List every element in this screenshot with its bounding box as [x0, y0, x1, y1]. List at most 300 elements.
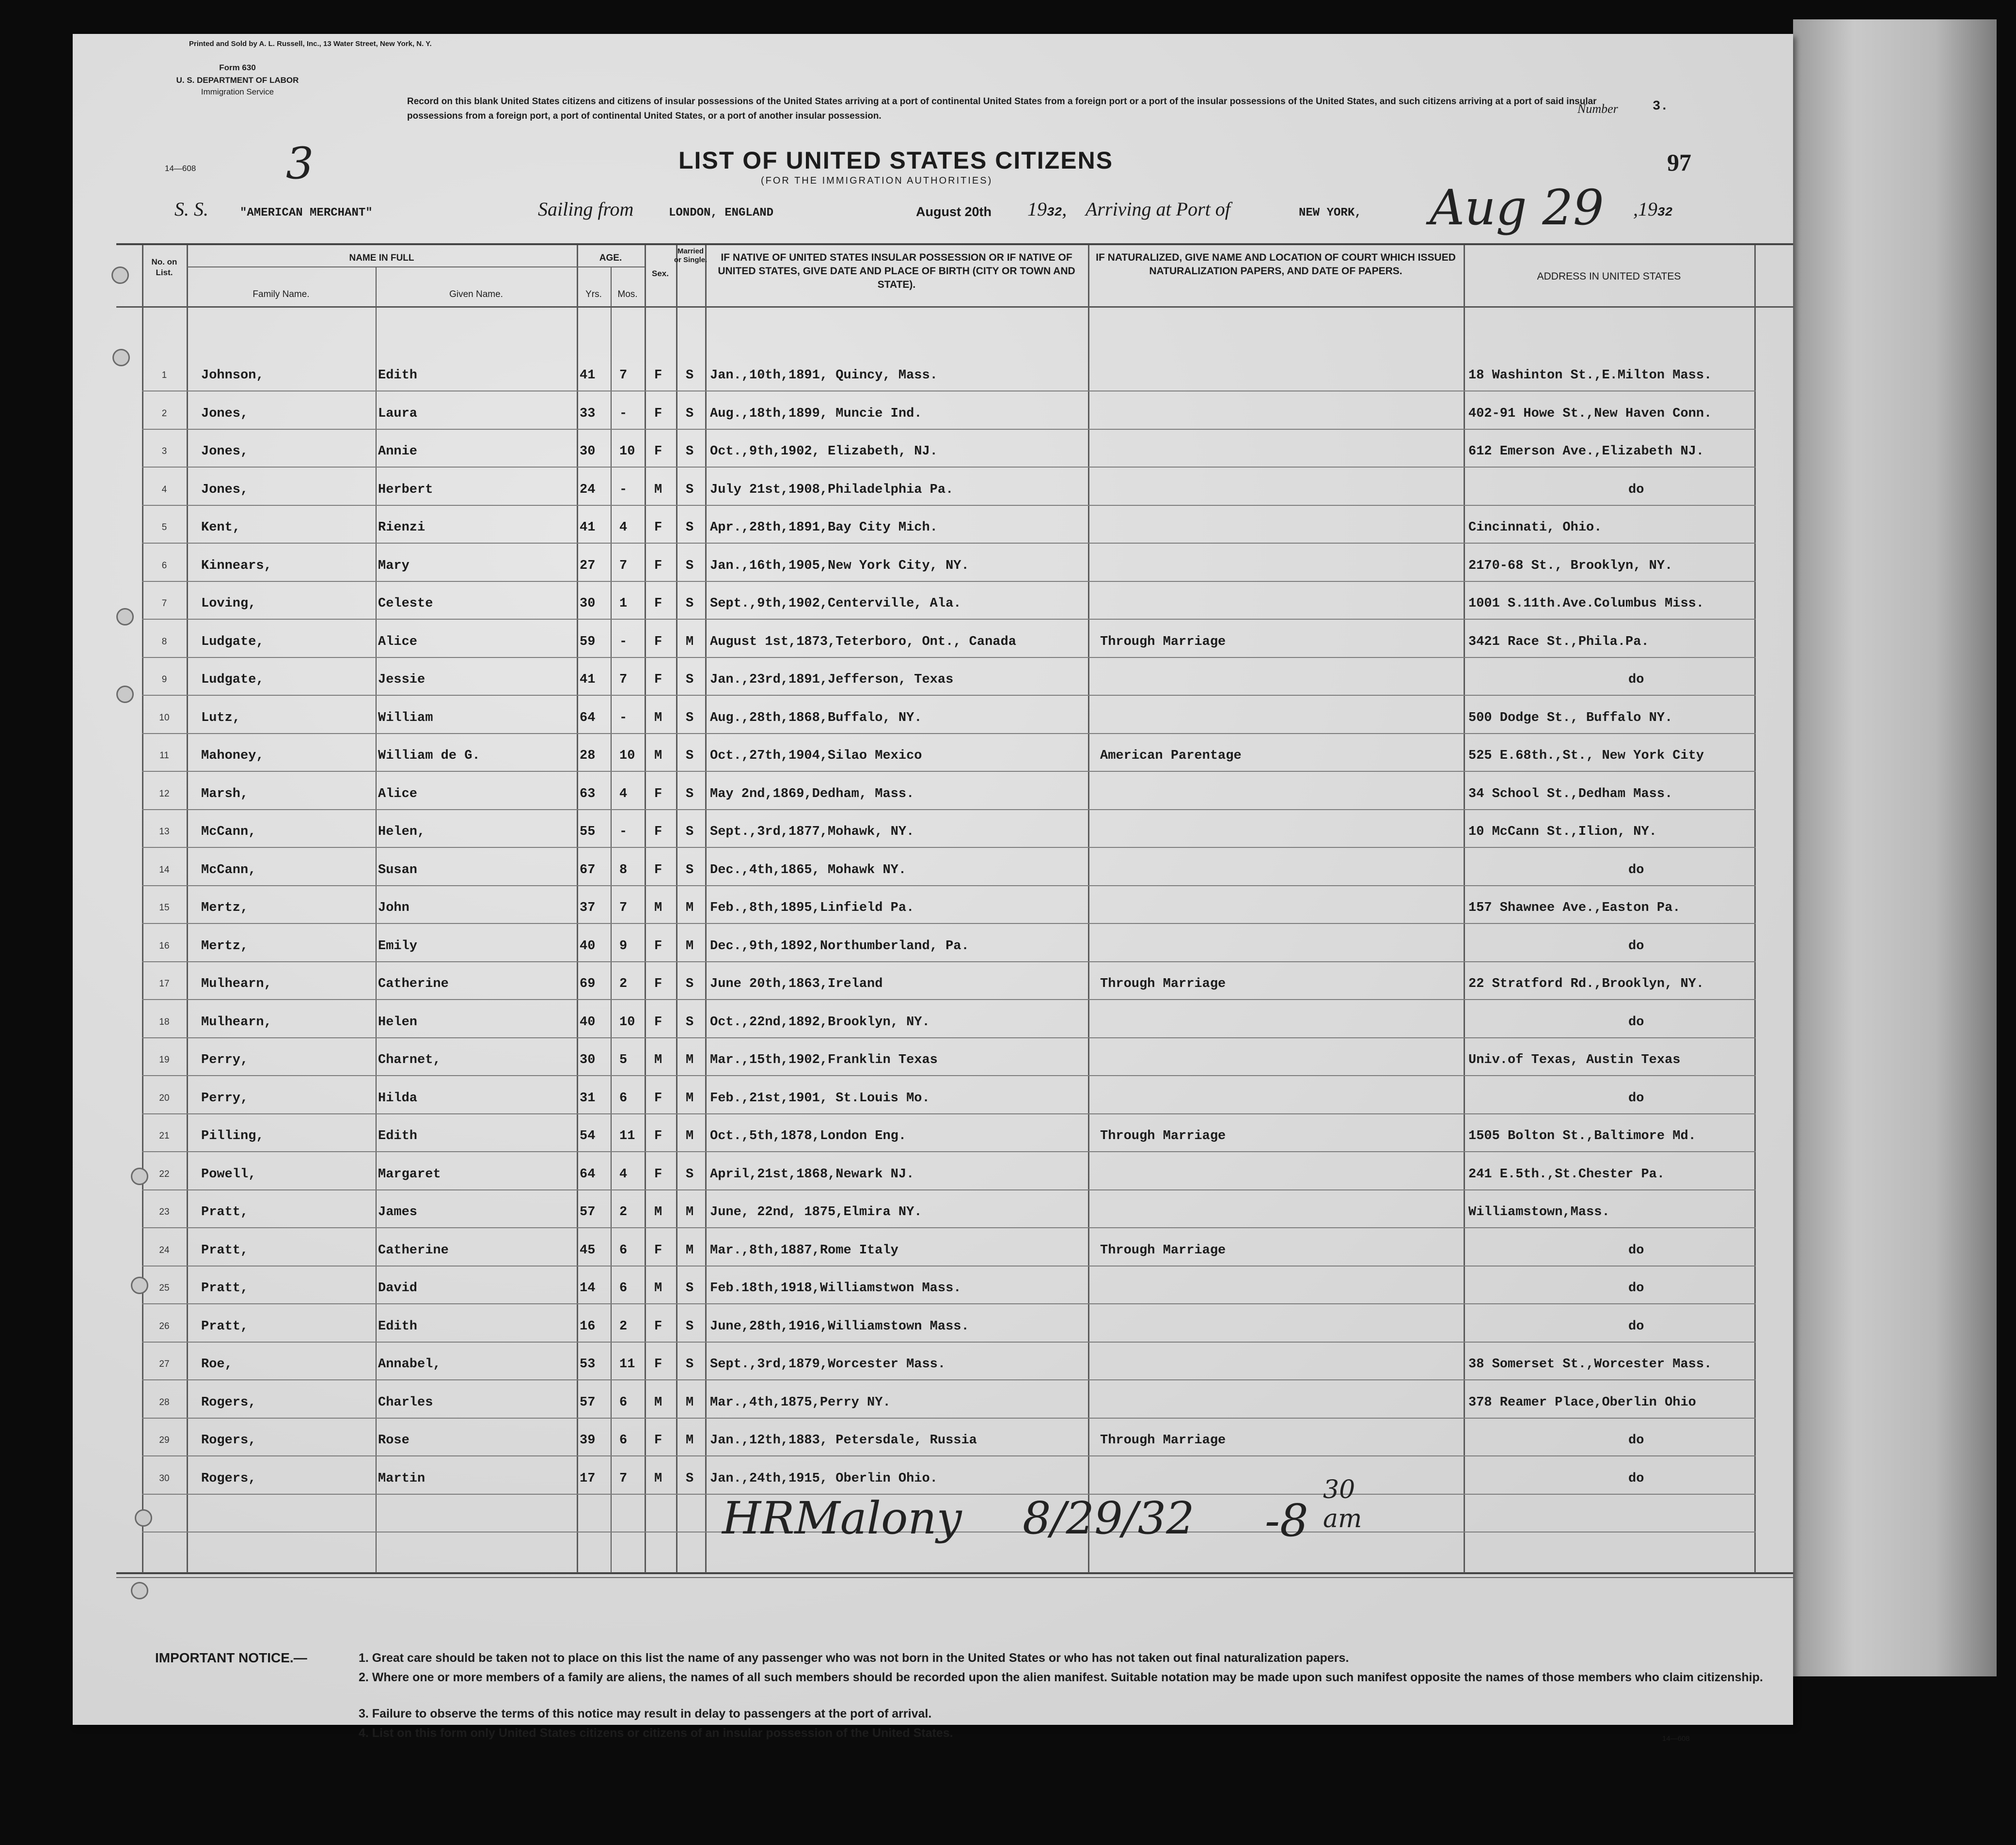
family-name: Jones, [201, 406, 249, 421]
marital-status: S [686, 710, 694, 725]
given-name: Hilda [378, 1091, 418, 1106]
row-number: 3 [161, 446, 167, 456]
marital-status: M [686, 1243, 694, 1258]
header-name-full: NAME IN FULL [349, 253, 414, 263]
family-name: Roe, [201, 1357, 233, 1372]
family-name: Mertz, [201, 901, 249, 915]
row-number: 24 [159, 1245, 170, 1255]
punch-hole [131, 1582, 148, 1599]
marital-status: S [686, 1281, 694, 1296]
address: 612 Emerson Ave.,Elizabeth NJ. [1468, 444, 1704, 459]
row-number: 18 [159, 1016, 170, 1027]
age-months: 5 [619, 1053, 628, 1067]
age-months: 7 [619, 558, 628, 573]
age-months: 7 [619, 368, 628, 383]
marital-status: S [686, 596, 694, 611]
header-mos: Mos. [617, 289, 638, 299]
punch-hole [111, 266, 129, 284]
row-rule [142, 1151, 1756, 1152]
row-number: 2 [161, 408, 167, 419]
age-months: 10 [619, 1015, 635, 1030]
row-rule [142, 1303, 1756, 1304]
header-age: AGE. [599, 253, 622, 263]
age-years: 14 [580, 1281, 596, 1296]
age-years: 40 [580, 1015, 596, 1030]
signature-time: -8 [1265, 1495, 1308, 1547]
page-number: 97 [1667, 149, 1691, 176]
marital-status: S [686, 786, 694, 801]
family-name: Rogers, [201, 1471, 256, 1486]
printer-line: Printed and Sold by A. L. Russell, Inc., 13 Water Street, New York, N. Y. [189, 40, 432, 48]
address: Williamstown,Mass. [1468, 1205, 1610, 1220]
row-rule [142, 923, 1756, 924]
marital-status: S [686, 1167, 694, 1182]
family-name: Mertz, [201, 938, 249, 954]
age-years: 41 [580, 672, 596, 687]
col-line [1754, 245, 1756, 1573]
marital-status: S [686, 825, 694, 839]
family-name: Johnson, [201, 368, 264, 383]
family-name: McCann, [201, 825, 256, 839]
given-name: David [378, 1281, 418, 1296]
col-line [376, 266, 377, 1573]
address: 378 Reamer Place,Oberlin Ohio [1468, 1395, 1696, 1410]
sex: M [654, 1205, 662, 1220]
given-name: John [378, 901, 410, 915]
row-number: 28 [159, 1397, 170, 1407]
naturalization: Through Marriage [1100, 1243, 1226, 1258]
notice-item-3: 3. Failure to observe the terms of this notice may result in delay to passengers at the port of arrival. [359, 1707, 932, 1720]
row-number: 7 [161, 598, 167, 609]
given-name: Helen [378, 1015, 418, 1030]
given-name: Edith [378, 1129, 418, 1143]
row-rule [142, 1113, 1756, 1114]
family-name: Marsh, [201, 786, 249, 801]
sex: M [654, 749, 662, 763]
header-no: No. on List. [151, 257, 177, 277]
address: 157 Shawnee Ave.,Easton Pa. [1468, 901, 1681, 915]
age-months: - [619, 825, 628, 839]
sex: F [654, 1319, 662, 1334]
family-name: Mulhearn, [201, 1015, 272, 1030]
age-months: - [619, 710, 628, 725]
birth-date-place: Jan.,12th,1883, Petersdale, Russia [710, 1433, 977, 1448]
age-years: 30 [580, 444, 596, 459]
age-years: 31 [580, 1091, 596, 1106]
age-years: 33 [580, 406, 596, 421]
age-years: 16 [580, 1319, 596, 1334]
birth-date-place: Apr.,28th,1891,Bay City Mich. [710, 520, 938, 535]
birth-date-place: Mar.,8th,1887,Rome Italy [710, 1243, 898, 1258]
row-rule [142, 657, 1756, 658]
punch-hole [131, 1277, 148, 1294]
year2-prefix: 19 [1638, 198, 1657, 220]
birth-date-place: Sept.,3rd,1879,Worcester Mass. [710, 1357, 946, 1372]
sex: M [654, 1053, 662, 1067]
given-name: Catherine [378, 1243, 449, 1258]
marital-status: S [686, 368, 694, 383]
address: 1001 S.11th.Ave.Columbus Miss. [1468, 596, 1704, 611]
address: 241 E.5th.,St.Chester Pa. [1468, 1167, 1665, 1182]
age-months: 1 [619, 596, 628, 611]
row-number: 6 [161, 560, 167, 571]
row-number: 16 [159, 940, 170, 951]
birth-date-place: May 2nd,1869,Dedham, Mass. [710, 786, 914, 801]
family-name: Pratt, [201, 1243, 249, 1258]
given-name: Rose [378, 1433, 410, 1448]
row-number: 13 [159, 827, 170, 837]
punch-hole [131, 1168, 148, 1185]
age-months: 4 [619, 520, 628, 535]
age-months: 6 [619, 1395, 628, 1410]
row-number: 14 [159, 864, 170, 875]
row-rule [142, 1342, 1756, 1343]
age-months: 11 [619, 1357, 635, 1372]
given-name: Helen, [378, 825, 425, 839]
number-value: 3. [1653, 99, 1669, 114]
given-name: Emily [378, 938, 418, 954]
age-months: - [619, 634, 628, 649]
row-number: 15 [159, 903, 170, 913]
naturalization: Through Marriage [1100, 1129, 1226, 1143]
sex: F [654, 1243, 662, 1258]
marital-status: S [686, 1015, 694, 1030]
sex: F [654, 672, 662, 687]
marital-status: M [686, 634, 694, 649]
given-name: Edith [378, 368, 418, 383]
family-name: Jones, [201, 482, 249, 497]
sex: F [654, 368, 662, 383]
sex: F [654, 558, 662, 573]
row-number: 1 [161, 370, 167, 380]
family-name: Pratt, [201, 1319, 249, 1334]
age-months: - [619, 406, 628, 421]
age-months: 8 [619, 862, 628, 877]
header-yrs: Yrs. [585, 289, 602, 299]
birth-date-place: Oct.,9th,1902, Elizabeth, NJ. [710, 444, 938, 459]
given-name: Rienzi [378, 520, 425, 535]
birth-date-place: Feb.,8th,1895,Linfield Pa. [710, 901, 914, 915]
marital-status: S [686, 749, 694, 763]
age-years: 45 [580, 1243, 596, 1258]
marital-status: M [686, 1091, 694, 1106]
age-months: 10 [619, 444, 635, 459]
row-rule [142, 1455, 1756, 1456]
sex: F [654, 1015, 662, 1030]
family-name: Rogers, [201, 1395, 256, 1410]
given-name: Celeste [378, 596, 433, 611]
age-years: 69 [580, 977, 596, 991]
arrival-date-handwritten: Aug 29 [1430, 179, 1604, 236]
address: 34 School St.,Dedham Mass. [1468, 786, 1673, 801]
row-rule [142, 543, 1756, 544]
birth-date-place: April,21st,1868,Newark NJ. [710, 1167, 914, 1182]
marital-status: S [686, 520, 694, 535]
given-name: William de G. [378, 749, 480, 763]
row-rule [142, 885, 1756, 886]
given-name: Charnet, [378, 1053, 441, 1067]
row-rule [142, 581, 1756, 582]
marital-status: S [686, 672, 694, 687]
given-name: Jessie [378, 672, 425, 687]
row-number: 5 [161, 522, 167, 532]
birth-date-place: June,28th,1916,Williamstown Mass. [710, 1319, 969, 1334]
table-header-border [116, 306, 1793, 308]
punch-hole [116, 608, 134, 625]
col-line [705, 245, 707, 1573]
row-number: 12 [159, 788, 170, 799]
sex: F [654, 520, 662, 535]
number-label: Number [1577, 102, 1618, 116]
age-years: 39 [580, 1433, 596, 1448]
address: do [1628, 482, 1644, 497]
age-months: 4 [619, 1167, 628, 1182]
age-months: 2 [619, 1319, 628, 1334]
given-name: Mary [378, 558, 410, 573]
sailing-from: LONDON, ENGLAND [669, 206, 774, 219]
sex: M [654, 1281, 662, 1296]
row-rule [142, 999, 1756, 1000]
sex: F [654, 1433, 662, 1448]
address: Cincinnati, Ohio. [1468, 520, 1602, 535]
header-naturalized: IF NATURALIZED, GIVE NAME AND LOCATION OF COURT WHICH ISSUED NATURALIZATION PAPERS, AND DATE OF PAPERS. [1096, 252, 1456, 277]
header-married-single: Married or Single. [674, 247, 708, 264]
sex: F [654, 1167, 662, 1182]
address: do [1628, 1471, 1644, 1486]
age-months: 7 [619, 1471, 628, 1486]
family-name: Pratt, [201, 1205, 249, 1220]
age-years: 57 [580, 1395, 596, 1410]
age-months: 11 [619, 1129, 635, 1143]
marital-status: M [686, 1129, 694, 1143]
family-name: McCann, [201, 862, 256, 877]
inspector-signature: HRMalony [722, 1492, 962, 1544]
naturalization: Through Marriage [1100, 977, 1226, 991]
header-given-name: Given Name. [449, 289, 503, 299]
birth-date-place: August 1st,1873,Teterboro, Ont., Canada [710, 634, 1016, 649]
age-years: 63 [580, 786, 596, 801]
age-years: 59 [580, 634, 596, 649]
signature-date: 8/29/32 [1023, 1492, 1195, 1544]
header-address: ADDRESS IN UNITED STATES [1537, 271, 1681, 282]
age-months: 4 [619, 786, 628, 801]
address: 3421 Race St.,Phila.Pa. [1468, 634, 1649, 649]
given-name: James [378, 1205, 418, 1220]
naturalization: Through Marriage [1100, 1433, 1226, 1448]
birth-date-place: June 20th,1863,Ireland [710, 977, 883, 991]
col-line [187, 245, 188, 1573]
row-number: 10 [159, 712, 170, 723]
family-name: Perry, [201, 1091, 249, 1106]
age-months: 2 [619, 977, 628, 991]
marital-status: S [686, 558, 694, 573]
address: 525 E.68th.,St., New York City [1468, 749, 1704, 763]
given-name: Annabel, [378, 1357, 441, 1372]
year2-suffix: 32 [1657, 205, 1673, 219]
header-sex: Sex. [652, 269, 669, 278]
family-name: Rogers, [201, 1433, 256, 1448]
sex: F [654, 1357, 662, 1372]
marital-status: M [686, 1053, 694, 1067]
age-months: 6 [619, 1091, 628, 1106]
ss-label: S. S. [174, 198, 208, 220]
address: do [1628, 1091, 1644, 1106]
form-number: Form 630 [219, 63, 256, 72]
birth-date-place: Mar.,4th,1875,Perry NY. [710, 1395, 891, 1410]
age-years: 53 [580, 1357, 596, 1372]
address: do [1628, 1243, 1644, 1258]
given-name: William [378, 710, 433, 725]
address: 1505 Bolton St.,Baltimore Md. [1468, 1129, 1696, 1143]
col-line [645, 245, 646, 1573]
record-notice: Record on this blank United States citizens and citizens of insular possessions of the United States arriving at a port of continental United States from a foreign port or a port of the insular possessions of the United States, and such citizens arriving at a port of said insular possessions from a foreign port, a port of continental United States, or a port of another insular possession. [407, 96, 1597, 121]
marital-status: M [686, 1433, 694, 1448]
family-name: Mulhearn, [201, 977, 272, 991]
form-department: U. S. DEPARTMENT OF LABOR [176, 76, 299, 85]
sex: F [654, 406, 662, 421]
age-years: 67 [580, 862, 596, 877]
age-years: 41 [580, 520, 596, 535]
row-number: 26 [159, 1321, 170, 1331]
row-rule [142, 1189, 1756, 1190]
marital-status: S [686, 482, 694, 497]
ship-name: "AMERICAN MERCHANT" [240, 206, 373, 219]
address: 500 Dodge St., Buffalo NY. [1468, 710, 1673, 725]
family-name: Jones, [201, 444, 249, 459]
birth-date-place: Sept.,9th,1902,Centerville, Ala. [710, 596, 961, 611]
birth-date-place: Oct.,27th,1904,Silao Mexico [710, 749, 922, 763]
row-rule [142, 505, 1756, 506]
row-number: 25 [159, 1283, 170, 1293]
signature-time-minutes: 30 [1323, 1475, 1355, 1504]
row-rule [142, 847, 1756, 848]
birth-date-place: Sept.,3rd,1877,Mohawk, NY. [710, 825, 914, 839]
family-name: Ludgate, [201, 672, 264, 687]
punch-hole [112, 349, 130, 366]
sex: F [654, 1129, 662, 1143]
birth-date-place: Mar.,15th,1902,Franklin Texas [710, 1053, 938, 1067]
age-years: 40 [580, 938, 596, 954]
family-name: Kinnears, [201, 558, 272, 573]
family-name: Pilling, [201, 1129, 264, 1143]
marital-status: M [686, 938, 694, 954]
address: Univ.of Texas, Austin Texas [1468, 1053, 1681, 1067]
sex: M [654, 1471, 662, 1486]
address: 38 Somerset St.,Worcester Mass. [1468, 1357, 1712, 1372]
row-number: 19 [159, 1055, 170, 1065]
year-suffix: 32 [1047, 205, 1062, 219]
sex: F [654, 938, 662, 954]
col-line [611, 266, 612, 1573]
arriving-label: Arriving at Port of [1086, 198, 1230, 220]
notice-item-2: 2. Where one or more members of a family are aliens, the names of all such members should be recorded upon the alien manifest. Suitable notation may be made upon such manifest opposite the names of those members who claim citizenship. [359, 1671, 1763, 1684]
marital-status: S [686, 444, 694, 459]
birth-date-place: Oct.,5th,1878,London Eng. [710, 1129, 907, 1143]
sex: F [654, 977, 662, 991]
address: 402-91 Howe St.,New Haven Conn. [1468, 406, 1712, 421]
header-birth: IF NATIVE OF UNITED STATES INSULAR POSSESSION OR IF NATIVE OF UNITED STATES, GIVE DATE AND PLACE OF BIRTH (CITY OR TOWN AND STATE). [718, 252, 1075, 290]
age-years: 28 [580, 749, 596, 763]
row-number: 11 [159, 751, 169, 761]
age-years: 37 [580, 901, 596, 915]
family-name: Perry, [201, 1053, 249, 1067]
address: do [1628, 1015, 1644, 1030]
row-rule [142, 1075, 1756, 1076]
address: do [1628, 1433, 1644, 1448]
signature-time-ampm: am [1323, 1504, 1362, 1533]
footer-code: 14—608 [1662, 1735, 1690, 1743]
document-title: LIST OF UNITED STATES CITIZENS [678, 147, 1114, 174]
age-years: 54 [580, 1129, 596, 1143]
sex: M [654, 1395, 662, 1410]
family-name: Ludgate, [201, 634, 264, 649]
row-rule [142, 1227, 1756, 1228]
marital-status: M [686, 1395, 694, 1410]
row-number: 22 [159, 1169, 170, 1179]
address: 18 Washinton St.,E.Milton Mass. [1468, 368, 1712, 383]
marital-status: S [686, 1319, 694, 1334]
given-name: Laura [378, 406, 418, 421]
row-rule [142, 961, 1756, 962]
given-name: Alice [378, 634, 418, 649]
punch-hole [116, 686, 134, 703]
address: 10 McCann St.,Ilion, NY. [1468, 825, 1657, 839]
given-name: Margaret [378, 1167, 441, 1182]
birth-date-place: Feb.,21st,1901, St.Louis Mo. [710, 1091, 930, 1106]
family-name: Kent, [201, 520, 241, 535]
table-bottom-border-2 [116, 1577, 1793, 1578]
birth-date-place: Feb.18th,1918,Williamstwon Mass. [710, 1281, 961, 1296]
given-name: Martin [378, 1471, 425, 1486]
age-months: 10 [619, 749, 635, 763]
given-name: Herbert [378, 482, 433, 497]
row-rule [142, 1418, 1756, 1419]
row-number: 30 [159, 1473, 170, 1484]
row-rule [142, 809, 1756, 810]
sex: F [654, 444, 662, 459]
birth-date-place: Dec.,4th,1865, Mohawk NY. [710, 862, 907, 877]
age-months: 6 [619, 1243, 628, 1258]
address: do [1628, 938, 1644, 954]
row-number: 9 [161, 674, 167, 685]
col-line [676, 245, 677, 1573]
row-number: 27 [159, 1359, 170, 1369]
birth-date-place: Jan.,10th,1891, Quincy, Mass. [710, 368, 938, 383]
age-years: 64 [580, 710, 596, 725]
arrival-port: NEW YORK, [1299, 206, 1362, 219]
family-name: Loving, [201, 596, 256, 611]
departure-date: August 20th [916, 204, 992, 219]
row-number: 17 [159, 979, 170, 989]
age-years: 64 [580, 1167, 596, 1182]
age-years: 27 [580, 558, 596, 573]
sex: F [654, 634, 662, 649]
row-rule [142, 733, 1756, 734]
given-name: Annie [378, 444, 418, 459]
birth-date-place: July 21st,1908,Philadelphia Pa. [710, 482, 954, 497]
naturalization: Through Marriage [1100, 634, 1226, 649]
age-months: 6 [619, 1433, 628, 1448]
notice-item-1: 1. Great care should be taken not to place on this list the name of any passenger who was not born in the United States or who has not taken out final naturalization papers. [359, 1651, 1349, 1665]
row-number: 4 [161, 484, 167, 495]
address: do [1628, 1319, 1644, 1334]
notice-item-4: 4. List on this form only United States citizens or citizens of an insular possession of the United States. [359, 1726, 953, 1740]
col-line [1088, 245, 1089, 1573]
subheader-line [187, 266, 645, 267]
row-rule [142, 429, 1756, 430]
given-name: Alice [378, 786, 418, 801]
header-family-name: Family Name. [252, 289, 310, 299]
